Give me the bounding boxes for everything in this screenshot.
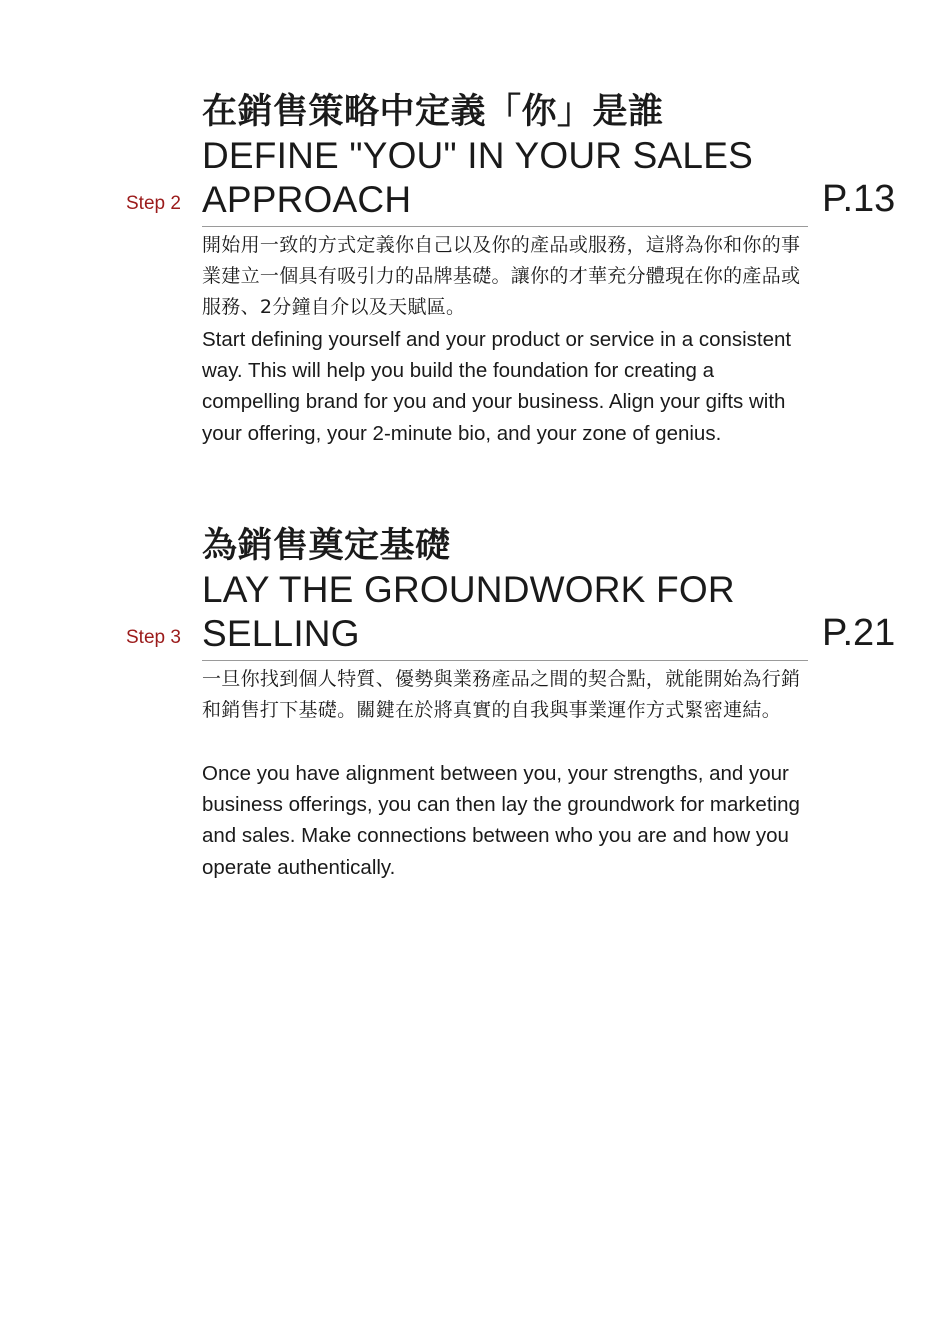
section-title-en: LAY THE GROUNDWORK FOR SELLING [202, 569, 735, 654]
section-body-en: Start defining yourself and your product or service in a consistent way. This will help you build the foundation for creating a compelling brand for you and your business. Align your gifts with your offering, your 2-minute bio, and your zone of genius. [202, 328, 792, 445]
section-body-zh: 一旦你找到個人特質、優勢與業務產品之間的契合點，就能開始為行銷和銷售打下基礎。關鍵在於將真實的自我與事業運作方式緊密連結。 [202, 668, 801, 721]
section-body-en: Once you have alignment between you, your strengths, and your business offerings, you can then lay the groundwork for marketing and sales. Make connections between who you are and how you operate authentically. [202, 762, 800, 879]
step-label: Step 2 [126, 193, 181, 214]
section-divider [202, 226, 808, 227]
step-label: Step 3 [126, 627, 181, 648]
section-title-zh: 為銷售奠定基礎 [202, 526, 451, 566]
page-reference-link[interactable]: P.13 [822, 178, 896, 220]
section-divider [202, 660, 808, 661]
section-body-zh: 開始用一致的方式定義你自己以及你的產品或服務，這將為你和你的事業建立一個具有吸引力的品牌基礎。讓你的才華充分體現在你的產品或服務、2分鐘自介以及天賦區。 [202, 234, 801, 318]
section-title [202, 90, 808, 222]
page-reference-link[interactable]: P.21 [822, 612, 896, 654]
section-title-zh: 在銷售策略中定義「你」是誰 [202, 92, 664, 132]
section-title [202, 524, 808, 656]
section-title-en: DEFINE "YOU" IN YOUR SALES APPROACH [202, 135, 753, 220]
